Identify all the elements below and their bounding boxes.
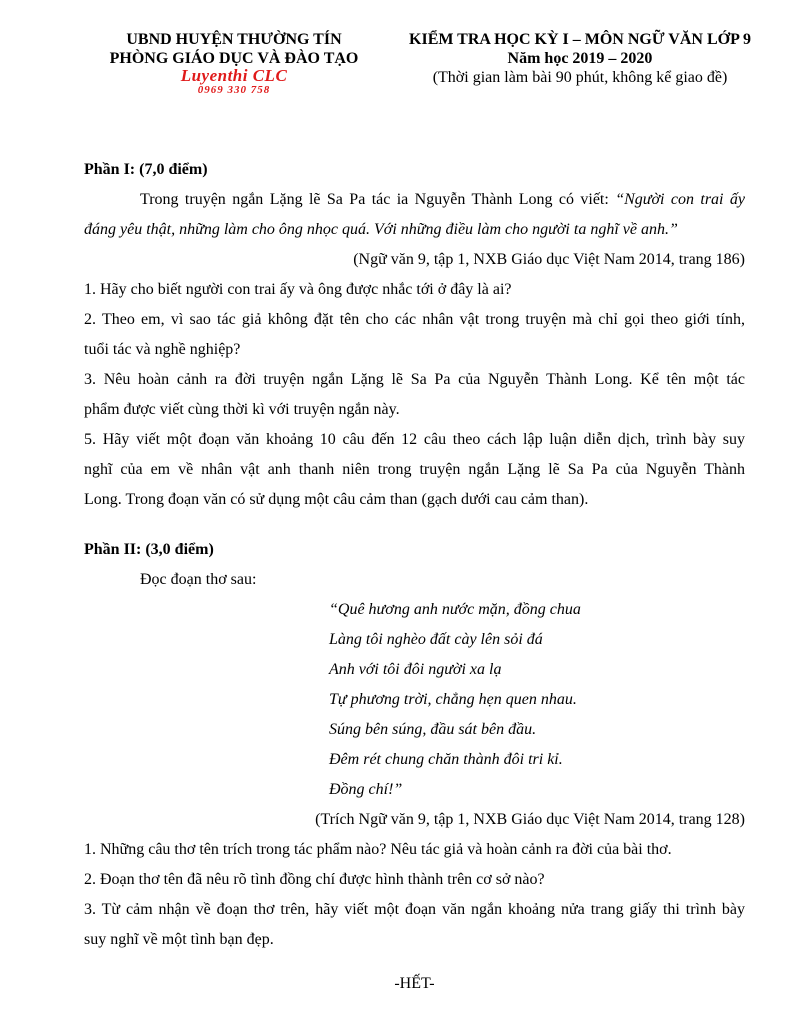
poem-line: Súng bên súng, đầu sát bên đầu. [329,721,537,738]
part2-question-2: 2. Đoạn thơ tên đã nêu rõ tình đồng chí được hình thành trên cơ sở nào? [84,871,545,888]
part2-question-3-line-2: suy nghĩ về một tình bạn đẹp. [84,931,274,948]
part1-quote-end: đáng yêu thật, những làm cho ông nhọc quá. Với những điều làm cho người ta nghĩ về anh.” [84,221,678,238]
part1-question-2-line-2: tuổi tác và nghề nghiệp? [84,341,241,358]
part1-question-5-line-3: Long. Trong đoạn văn có sử dụng một câu cảm than (gạch dưới cau cảm than). [84,491,589,508]
part2-intro: Đọc đoạn thơ sau: [140,571,257,588]
part2-source: (Trích Ngữ văn 9, tập 1, NXB Giáo dục Việt Nam 2014, trang 128) [315,811,745,828]
part1-question-3-line-2: phẩm được viết cùng thời kì với truyện ngắn này. [84,401,400,418]
poem-line: Đồng chí!” [329,781,403,798]
school-year: Năm học 2019 – 2020 [507,50,653,67]
part1-question-5-line-2: nghĩ của em về nhân vật anh thanh niên trong truyện ngắn Lặng lẽ Sa Pa của Nguyễn Thành [84,461,745,478]
part2-question-1: 1. Những câu thơ tên trích trong tác phẩm nào? Nêu tác giả và hoàn cảnh ra đời của bài thơ. [84,841,672,858]
part2-question-3-line-1: 3. Từ cảm nhận về đoạn thơ trên, hãy viết một đoạn văn ngắn khoảng nửa trang giấy thi trình bày [84,901,745,918]
end-marker: -HẾT- [394,975,435,992]
section-gap [84,515,745,535]
part1-question-5-line-1: 5. Hãy viết một đoạn văn khoảng 10 câu đến 12 câu theo cách lập luận diễn dịch, trình bày suy [84,431,745,448]
exam-body [84,155,745,999]
poem-line: Đêm rét chung chăn thành đôi tri kỉ. [329,751,563,768]
part1-intro-text: Trong truyện ngắn Lặng lẽ Sa Pa tác ia Nguyễn Thành Long có viết: [140,191,616,208]
org-line-1: UBND HUYỆN THƯỜNG TÍN [126,31,342,48]
part1-heading: Phần I: (7,0 điểm) [84,161,208,178]
header-right [385,30,775,87]
logo-text: Luyenthi CLC [180,66,288,85]
poem-line: Tự phương trời, chẳng hẹn quen nhau. [329,691,577,708]
poem-line: Anh với tôi đôi người xa lạ [329,661,502,678]
part1-source: (Ngữ văn 9, tập 1, NXB Giáo dục Việt Nam 2014, trang 186) [353,251,745,268]
part1-intro [84,185,745,215]
part1-question-1: 1. Hãy cho biết người con trai ấy và ông được nhắc tới ở đây là ai? [84,281,512,298]
poem-line: “Quê hương anh nước mặn, đồng chua [329,601,581,618]
logo-phone: 0969 330 758 [197,84,271,96]
time-note: (Thời gian làm bài 90 phút, không kể giao đề) [432,69,728,86]
org-line-2: PHÒNG GIÁO DỤC VÀ ĐÀO TẠO [109,50,359,67]
part1-quote-start: “Người con trai ấy [615,191,746,208]
part1-question-2-line-1: 2. Theo em, vì sao tác giả không đặt tên cho các nhân vật trong truyện mà chỉ gọi theo giới tính, [84,311,745,328]
header-left [84,30,384,96]
exam-title: KIỂM TRA HỌC KỲ I – MÔN NGỮ VĂN LỚP 9 [409,31,751,48]
part2-heading: Phần II: (3,0 điểm) [84,541,214,558]
poem-line: Làng tôi nghèo đất cày lên sỏi đá [329,631,543,648]
part1-question-3-line-1: 3. Nêu hoàn cảnh ra đời truyện ngắn Lặng lẽ Sa Pa của Nguyễn Thành Long. Kể tên một tác [84,371,745,388]
